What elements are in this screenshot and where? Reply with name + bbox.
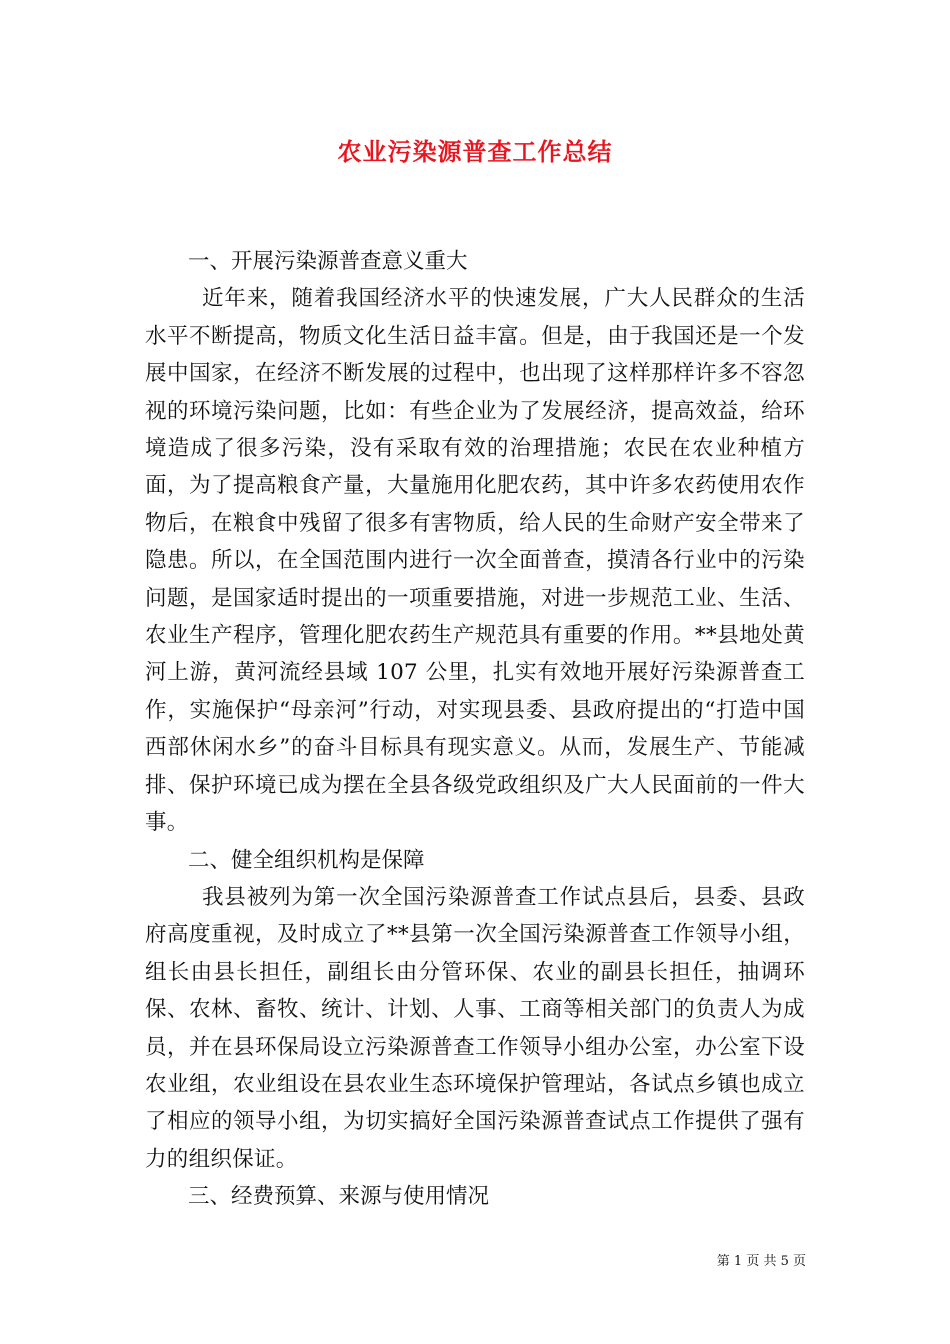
document-body [145, 243, 805, 1216]
document-title: 农业污染源普查工作总结 [337, 137, 613, 166]
section-paragraph-2: 我县被列为第一次全国污染源普查工作试点县后，县委、县政府高度重视，及时成立了**县第一次全国污染源普查工作领导小组，组长由县长担任，副组长由分管环保、农业的副县长担任，抽调环保、农林、畜牧、统计、计划、人事、工商等相关部门的负责人为成员，并在县环保局设立污染源普查工作领导小组办公室，办公室下设农业组，农业组设在县农业生态环境保护管理站，各试点乡镇也成立了相应的领导小组，为切实搞好全国污染源普查试点工作提供了强有力的组织保证。 [145, 884, 805, 1172]
section-paragraph-1: 近年来，随着我国经济水平的快速发展，广大人民群众的生活水平不断提高，物质文化生活日益丰富。但是，由于我国还是一个发展中国家，在经济不断发展的过程中，也出现了这样那样许多不容忽视的环境污染问题，比如：有些企业为了发展经济，提高效益，给环境造成了很多污染，没有采取有效的治理措施；农民在农业种植方面，为了提高粮食产量，大量施用化肥农药，其中许多农药使用农作物后，在粮食中残留了很多有害物质，给人民的生命财产安全带来了隐患。所以，在全国范围内进行一次全面普查，摸清各行业中的污染问题，是国家适时提出的一项重要措施，对进一步规范工业、生活、农业生产程序，管理化肥农药生产规范具有重要的作用。**县地处黄河上游，黄河流经县域 107 公里，扎实有效地开展好污染源普查工作，实施保护“母亲河”行动，对实现县委、县政府提出的“打造中国西部休闲水乡”的奋斗目标具有现实意义。从而，发展生产、节能减排、保护环境已成为摆在全县各级党政组织及广大人民面前的一件大事。 [145, 286, 805, 836]
section-heading-2: 二、健全组织机构是保障 [188, 847, 425, 873]
page-number-footer [0, 1250, 806, 1269]
page-number-label: 第 1 页 共 5 页 [716, 1254, 806, 1269]
section-heading-1: 一、开展污染源普查意义重大 [188, 249, 468, 274]
section-heading-3: 三、经费预算、来源与使用情况 [188, 1184, 490, 1210]
